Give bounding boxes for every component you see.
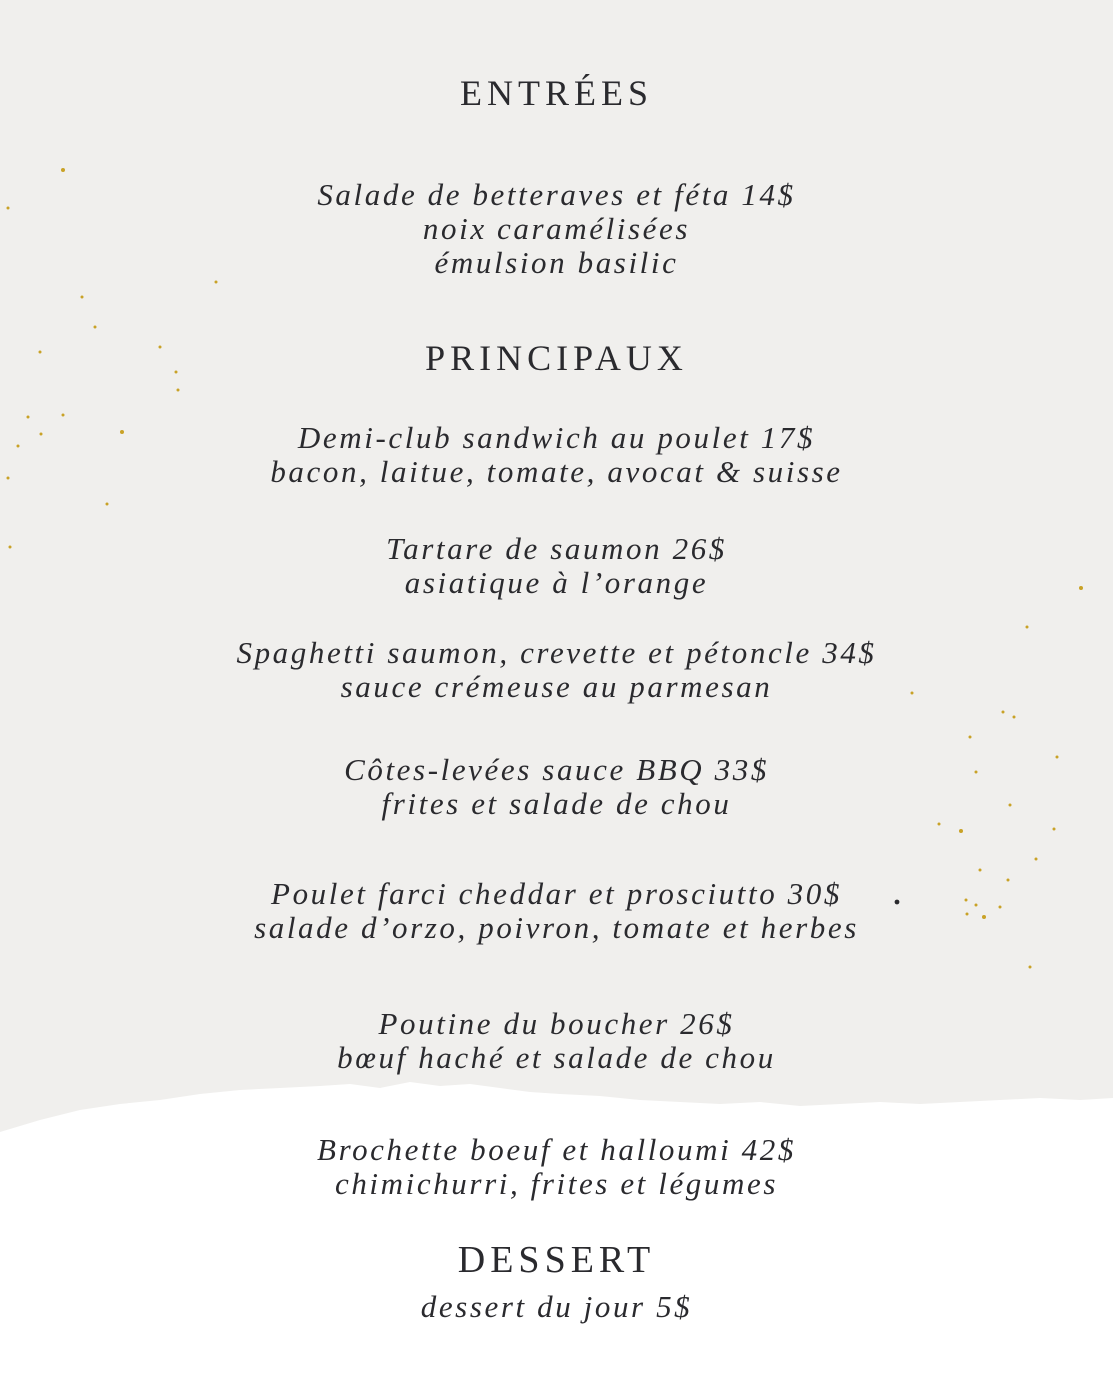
menu-item bbox=[0, 421, 1113, 489]
menu-item-name: Demi-club sandwich au poulet 17$ bbox=[297, 420, 816, 455]
section-title-dessert: DESSERT bbox=[457, 1239, 656, 1281]
menu-item-description: sauce crémeuse au parmesan bbox=[340, 669, 773, 704]
menu-item-description: salade d’orzo, poivron, tomate et herbes bbox=[254, 910, 859, 945]
menu-item bbox=[0, 753, 1113, 821]
menu-item-name: Spaghetti saumon, crevette et pétoncle 34$ bbox=[236, 635, 877, 670]
section-title-principaux: PRINCIPAUX bbox=[425, 338, 688, 378]
menu-item-name: Tartare de saumon 26$ bbox=[386, 531, 727, 566]
menu-item bbox=[0, 877, 1113, 945]
menu-item-description: noix caramélisées bbox=[422, 211, 691, 246]
menu-item bbox=[0, 532, 1113, 600]
menu-item-description: bacon, laitue, tomate, avocat & suisse bbox=[270, 454, 843, 489]
menu-item-description: émulsion basilic bbox=[434, 245, 679, 280]
menu-item bbox=[0, 636, 1113, 704]
menu-item-name: Côtes-levées sauce BBQ 33$ bbox=[344, 752, 769, 787]
menu-item bbox=[0, 1290, 1113, 1324]
menu-item bbox=[0, 1133, 1113, 1201]
menu-item bbox=[0, 178, 1113, 280]
section-title-entrees: ENTRÉES bbox=[460, 73, 653, 113]
menu-item-description: chimichurri, frites et légumes bbox=[334, 1166, 779, 1201]
menu-item-name: Poutine du boucher 26$ bbox=[378, 1006, 735, 1041]
menu-item-description: bœuf haché et salade de chou bbox=[337, 1040, 776, 1075]
menu-item-name: Poulet farci cheddar et prosciutto 30$ bbox=[271, 876, 842, 911]
menu-item-name: Brochette boeuf et halloumi 42$ bbox=[317, 1132, 796, 1167]
menu-item-description: asiatique à l’orange bbox=[404, 565, 709, 600]
menu-item-name: Salade de betteraves et féta 14$ bbox=[317, 177, 796, 212]
menu-item-description: frites et salade de chou bbox=[381, 786, 732, 821]
menu-item bbox=[0, 1007, 1113, 1075]
menu-item-name: dessert du jour 5$ bbox=[420, 1289, 693, 1324]
